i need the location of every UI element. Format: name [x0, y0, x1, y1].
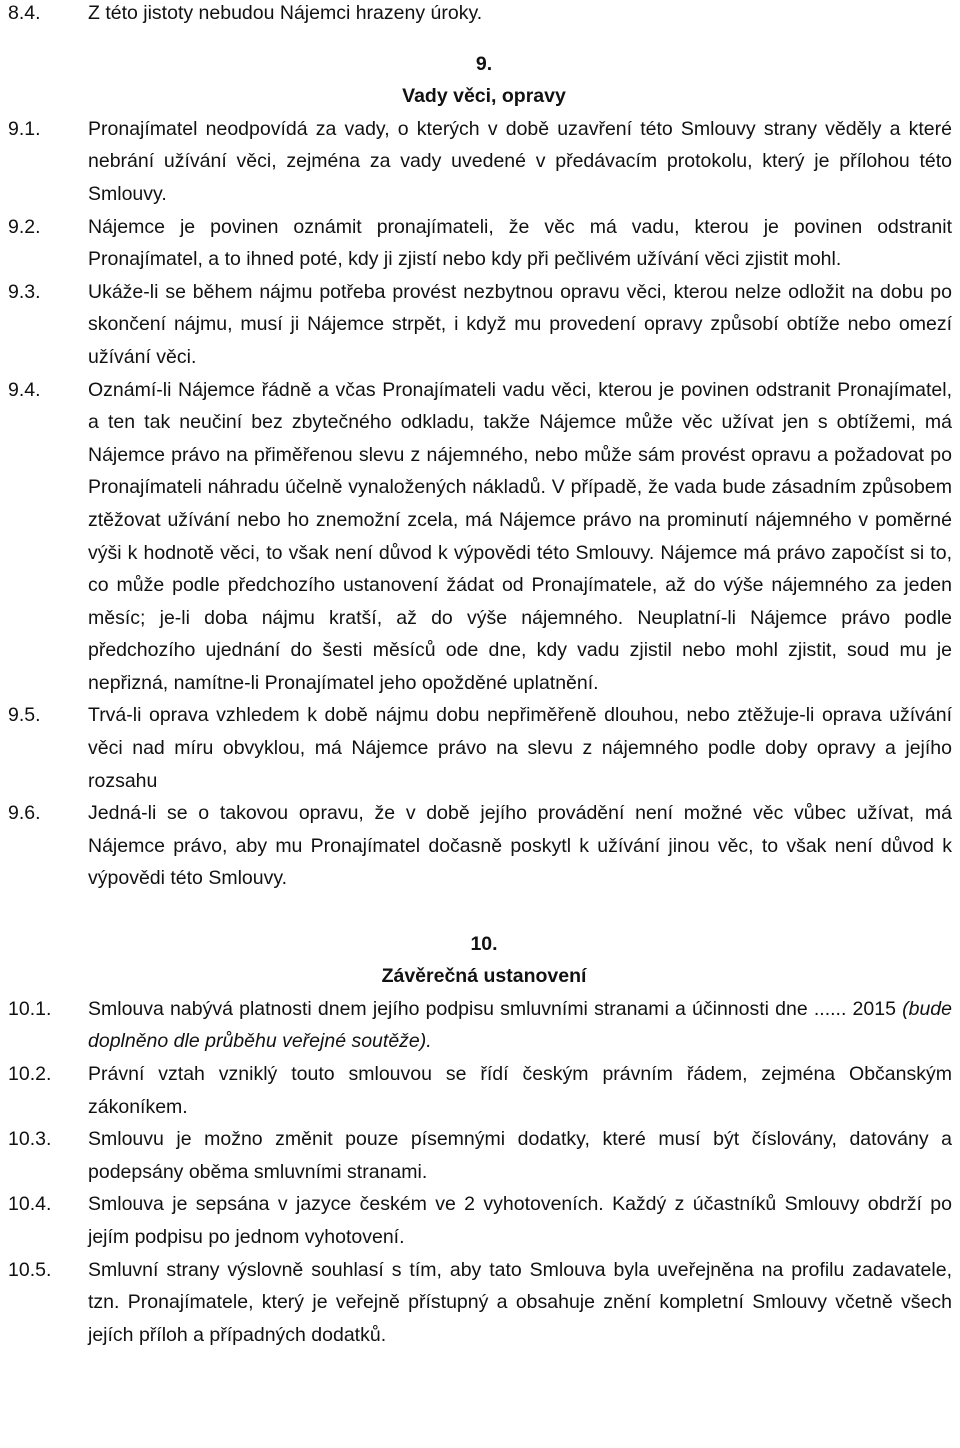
clause-number: 9.6.	[8, 802, 41, 825]
clause-text: Pronajímatel neodpovídá za vady, o kterých v době uzavření této Smlouvy strany věděly a které nebrání užívání věci, zejména za vady uvedené v předávacím protokolu, který je přílohou této Smlouvy.	[88, 117, 952, 205]
clause-9-2	[0, 211, 960, 276]
clause-text: Smlouva je sepsána v jazyce českém ve 2 vyhotoveních. Každý z účastníků Smlouvy obdrží po jejím podpisu po jednom vyhotovení.	[88, 1193, 952, 1248]
clause-9-1	[0, 113, 960, 211]
section-9-title: Vady věci, opravy	[402, 85, 566, 108]
clause-body: Smlouva nabývá platnosti dnem jejího podpisu smluvními stranami a účinnosti dne ...... 2015	[88, 997, 903, 1020]
clause-text: Trvá-li oprava vzhledem k době nájmu dobu nepřiměřeně dlouhou, nebo ztěžuje-li oprava užívání věci nad míru obvyklou, má Nájemce právo na slevu z nájemného podle doby opravy a jejího rozsahu	[88, 704, 952, 792]
clause-9-3	[0, 276, 960, 374]
clause-10-5	[0, 1254, 960, 1352]
section-9-number: 9.	[475, 52, 493, 75]
clause-number: 10.1.	[8, 997, 52, 1020]
clause-10-1	[0, 993, 960, 1058]
clause-number: 9.3.	[8, 280, 41, 303]
spacer	[0, 895, 960, 928]
clause-text: Smlouvu je možno změnit pouze písemnými dodatky, které musí být číslovány, datovány a podepsány oběma smluvními stranami.	[88, 1128, 952, 1183]
clause-number: 8.4.	[8, 2, 41, 24]
clause-text: Z této jistoty nebudou Nájemci hrazeny úroky.	[88, 2, 483, 24]
clause-text: Nájemce je povinen oznámit pronajímateli, že věc má vadu, kterou je povinen odstranit Pronajímatel, a to ihned poté, kdy ji zjistí nebo kdy při pečlivém užívání věci zjistit mohl.	[88, 215, 952, 271]
clause-note: (bude doplněno dle průběhu veřejné soutěže).	[88, 997, 952, 1053]
clause-number: 9.2.	[8, 215, 41, 238]
clause-9-6	[0, 797, 960, 895]
clause-number: 9.5.	[8, 704, 41, 727]
clause-text: Smluvní strany výslovně souhlasí s tím, aby tato Smlouva byla uveřejněna na profilu zadavatele, tzn. Pronajímatele, který je veřejně přístupný a obsahuje znění kompletní Smlouvy včetně všech jejích příloh a případných dodatků.	[88, 1258, 952, 1346]
clause-number: 10.3.	[8, 1128, 52, 1151]
clause-text: Ukáže-li se během nájmu potřeba provést nezbytnou opravu věci, kterou nelze odložit na dobu po skončení nájmu, musí ji Nájemce strpět, i když mu provedení opravy způsobí obtíže nebo omezí užívání věci.	[88, 280, 952, 368]
clause-10-4	[0, 1188, 960, 1253]
section-10-title: Závěrečná ustanovení	[381, 965, 587, 988]
clause-9-4	[0, 374, 960, 700]
clause-text: Jedná-li se o takovou opravu, že v době jejího provádění není možné věc vůbec užívat, má Nájemce právo, aby mu Pronajímatel dočasně poskytl k užívání jinou věc, to však není důvod k výpovědi této Smlouvy.	[88, 802, 952, 890]
clause-number: 10.2.	[8, 1063, 52, 1085]
clause-number: 10.5.	[8, 1258, 52, 1281]
spacer	[0, 30, 960, 48]
clause-text: Oznámí-li Nájemce řádně a včas Pronajímateli vadu věci, kterou je povinen odstranit Pronajímatel, a ten tak neučiní bez zbytečného odkladu, takže Nájemce může věc užívat jen s obtížemi, má Nájemce právo na přiměřenou slevu z nájemného, nebo může sám provést opravu a požadovat po Pronajímateli náhradu účelně vynaložených nákladů. V případě, že vada bude zásadním způsobem ztěžovat užívání nebo ho znemožní zcela, má Nájemce právo na prominutí nájemného v poměrné výši k hodnotě věci, to však není důvod k výpovědi této Smlouvy. Nájemce má právo započíst si to, co může podle předchozího ustanovení žádat od Pronajímatele, až do výše nájemného za jeden měsíc; je-li doba nájmu kratší, až do výše nájemného. Neuplatní-li Nájemce právo podle předchozího ujednání do šesti měsíců ode dne, kdy vadu zjistil nebo mohl zjistit, soud mu je nepřizná, namítne-li Pronajímatel jeho opožděné uplatnění.	[88, 378, 952, 694]
clause-number: 9.4.	[8, 378, 41, 401]
clause-10-3	[0, 1123, 960, 1188]
clause-8-4	[0, 0, 960, 30]
clause-text	[88, 993, 956, 1058]
clause-text: Právní vztah vzniklý touto smlouvou se řídí českým právním řádem, zejména Občanským zákoníkem.	[88, 1063, 952, 1118]
clause-9-5	[0, 699, 960, 797]
clause-10-2	[0, 1058, 960, 1123]
clause-number: 9.1.	[8, 117, 41, 140]
clause-number: 10.4.	[8, 1193, 52, 1216]
section-10-number: 10.	[470, 932, 498, 955]
